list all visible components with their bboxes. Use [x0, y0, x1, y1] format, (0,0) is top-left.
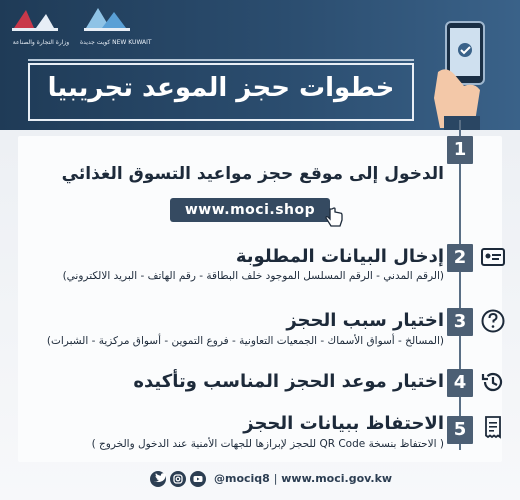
twitter-icon[interactable] [150, 471, 166, 487]
title-frame [28, 63, 414, 121]
new-kuwait-logo-text: كويت جديدة NEW KUWAIT [80, 39, 152, 46]
step-number-4: 4 [447, 369, 473, 397]
site-link[interactable]: www.moci.shop [170, 198, 330, 222]
step-4-title: اختيار موعد الحجز المناسب وتأكيده [133, 371, 444, 392]
question-icon [480, 308, 506, 334]
receipt-icon [480, 414, 506, 440]
step-number-1: 1 [447, 136, 473, 164]
moci-logo [6, 4, 76, 46]
phone-icon [418, 12, 508, 130]
step-number-3: 3 [447, 308, 473, 336]
footer-links [214, 471, 392, 487]
step-2-subtitle: (الرقم المدني - الرقم المسلسل الموجود خلف البطاقة - رقم الهاتف - البريد الالكتروني) [62, 270, 444, 282]
page-title: خطوات حجز الموعد تجريبيا [47, 73, 395, 103]
logos [6, 4, 152, 46]
step-number-2: 2 [447, 244, 473, 272]
step-number-5: 5 [447, 416, 473, 444]
header-band [0, 0, 520, 130]
hand-cursor-icon [322, 206, 346, 230]
id-card-icon [480, 244, 506, 270]
history-clock-icon [480, 369, 506, 395]
social-handle[interactable]: @mociq8 [214, 472, 270, 485]
step-5-title: الاحتفاظ ببيانات الحجز [243, 413, 444, 434]
moci-logo-text: وزارة التجارة والصناعة [12, 39, 70, 46]
footer [150, 471, 393, 491]
step-2-title: إدخال البيانات المطلوبة [235, 246, 444, 267]
website-link[interactable]: www.moci.gov.kw [281, 472, 393, 485]
step-3-title: اختيار سبب الحجز [286, 310, 444, 331]
steps-rail [459, 120, 461, 450]
new-kuwait-logo [80, 4, 152, 46]
instagram-icon[interactable] [170, 471, 186, 487]
step-5-subtitle: ( الاحتفاظ بنسخة QR Code للحجز لإبرازها للجهات الأمنية عند الدخول والخروج ) [91, 438, 444, 450]
step-3-subtitle: (المسالخ - أسواق الأسماك - الجمعيات التعاونية - فروع التموين - أسواق مركزية - الشبرات) [46, 335, 444, 347]
footer-separator: | [273, 472, 278, 485]
step-1-title: الدخول إلى موقع حجز مواعيد التسوق الغذائي [61, 164, 444, 184]
youtube-icon[interactable] [190, 471, 206, 487]
